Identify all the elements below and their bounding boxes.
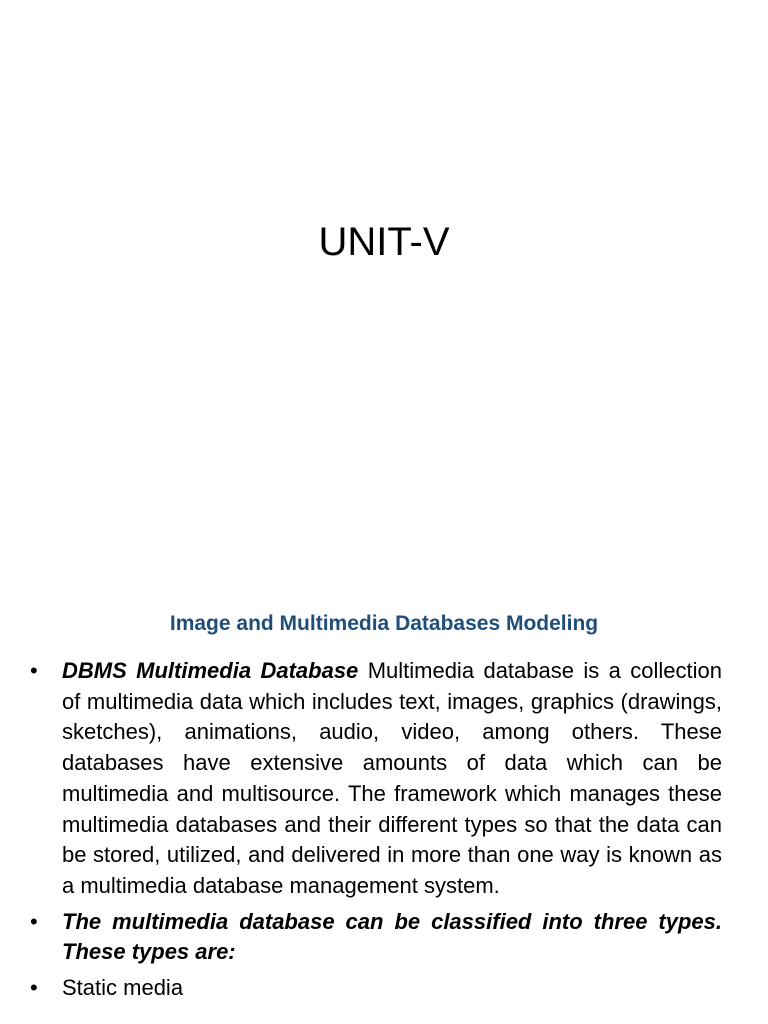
content-slide <box>0 576 768 1024</box>
bullet-dot-icon: • <box>30 975 38 1001</box>
bullet-dot-icon: • <box>30 908 38 934</box>
bullet-lead-text: DBMS Multimedia Database <box>62 658 359 683</box>
bullet-lead-text: The multimedia database can be classified into three types. These types are: <box>62 908 722 965</box>
section-heading: Image and Multimedia Databases Modeling <box>169 612 599 635</box>
bullet-dot-icon: • <box>30 658 38 683</box>
bullet-list <box>30 656 722 1009</box>
bullet-body-text: Multimedia database is a collection of multimedia data which includes text, images, graphics (drawings, sketches), animations, audio, video, among others. These databases have extensive amounts of data which can be multimedia and multisource. The framework which manages these multimedia databases and their different types so that the data can be stored, utilized, and delivered in more than one way is known as a multimedia database management system. <box>62 658 722 898</box>
unit-title: UNIT-V <box>318 220 450 264</box>
bullet-item-static-media <box>30 973 722 1004</box>
bullet-item-classification <box>30 907 722 968</box>
bullet-body-text: Static media <box>62 975 184 1001</box>
bullet-item-definition <box>30 656 722 902</box>
